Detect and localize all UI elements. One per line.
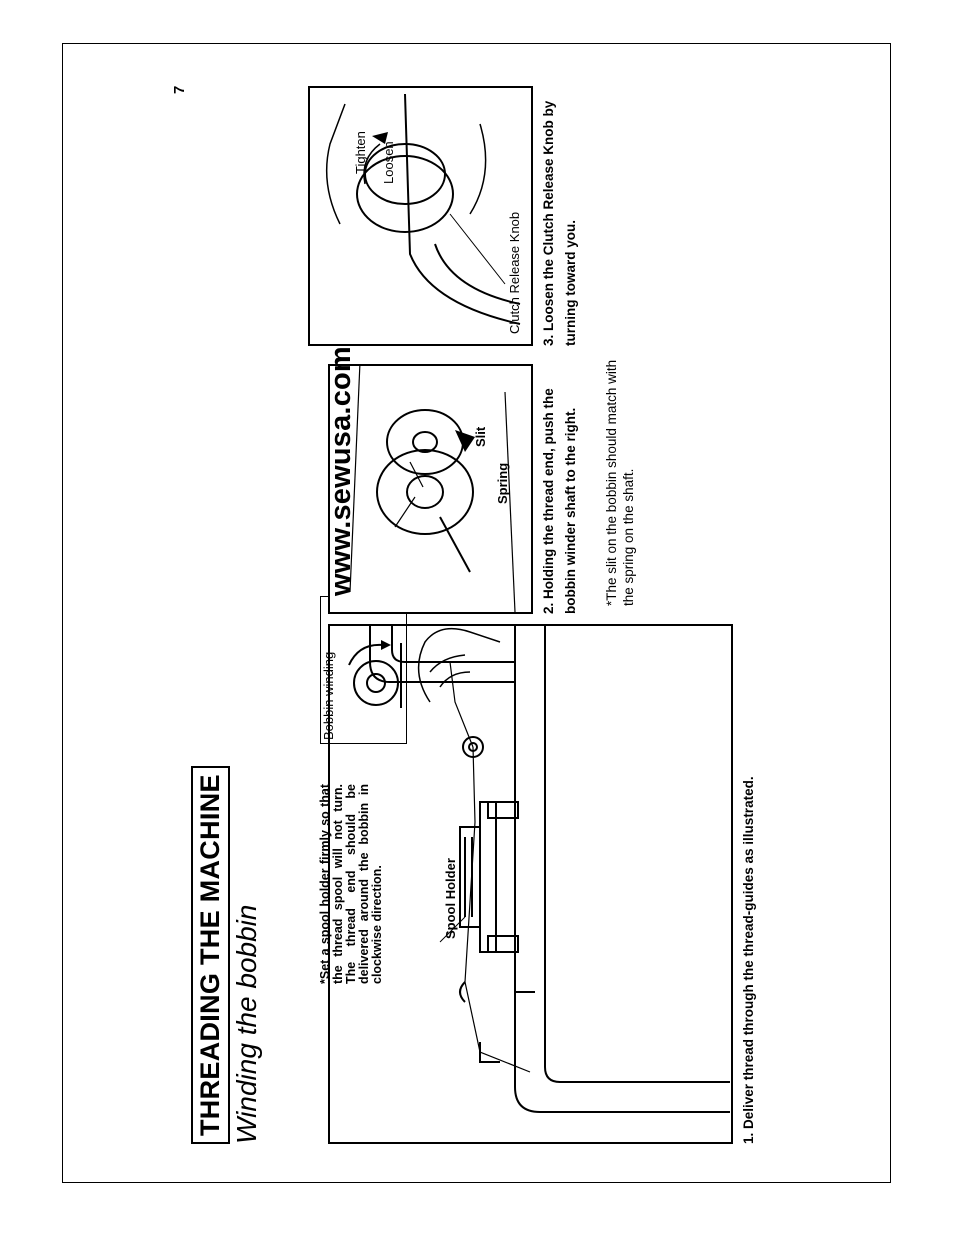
page-frame — [62, 43, 891, 1183]
clutch-knob-illustration — [310, 86, 533, 344]
page-number: 7 — [171, 85, 188, 94]
figure-1-caption: 1. Deliver thread through the thread-guides as illustrated. — [741, 776, 756, 1144]
watermark: www.sewusa.com — [325, 346, 357, 596]
page-subtitle: Winding the bobbin — [231, 904, 262, 1144]
slit-label: Slit — [473, 426, 488, 447]
figure-2-caption: 2. Holding the thread end, push the bobbin winder shaft to the right. — [541, 388, 578, 614]
figure-3-caption: 3. Loosen the Clutch Release Knob by turning toward you. — [541, 100, 578, 346]
figure-3-panel — [308, 86, 533, 346]
figure-2-note: *The slit on the bobbin should match with the spring on the shaft. — [604, 359, 636, 606]
rotated-page-content — [63, 44, 892, 1184]
push-right-arrow-icon — [455, 430, 475, 452]
page-title: THREADING THE MACHINE — [191, 766, 230, 1144]
spool-holder-label: Spool Holder — [443, 858, 458, 939]
tighten-label: Tighten — [353, 131, 368, 174]
clutch-release-knob-label: Clutch Release Knob — [507, 211, 522, 334]
figure-1-note: *Set a spool holder firmly so that the thread spool will not turn. The thread end should be delivered around the bobbin in clockwise direction. — [318, 784, 384, 984]
clockwise-arrow-icon — [381, 640, 391, 650]
spring-label: Spring — [495, 462, 510, 504]
loosen-label: Loosen — [381, 141, 396, 184]
bobbin-winding-label: Bobbin winding — [321, 651, 336, 740]
